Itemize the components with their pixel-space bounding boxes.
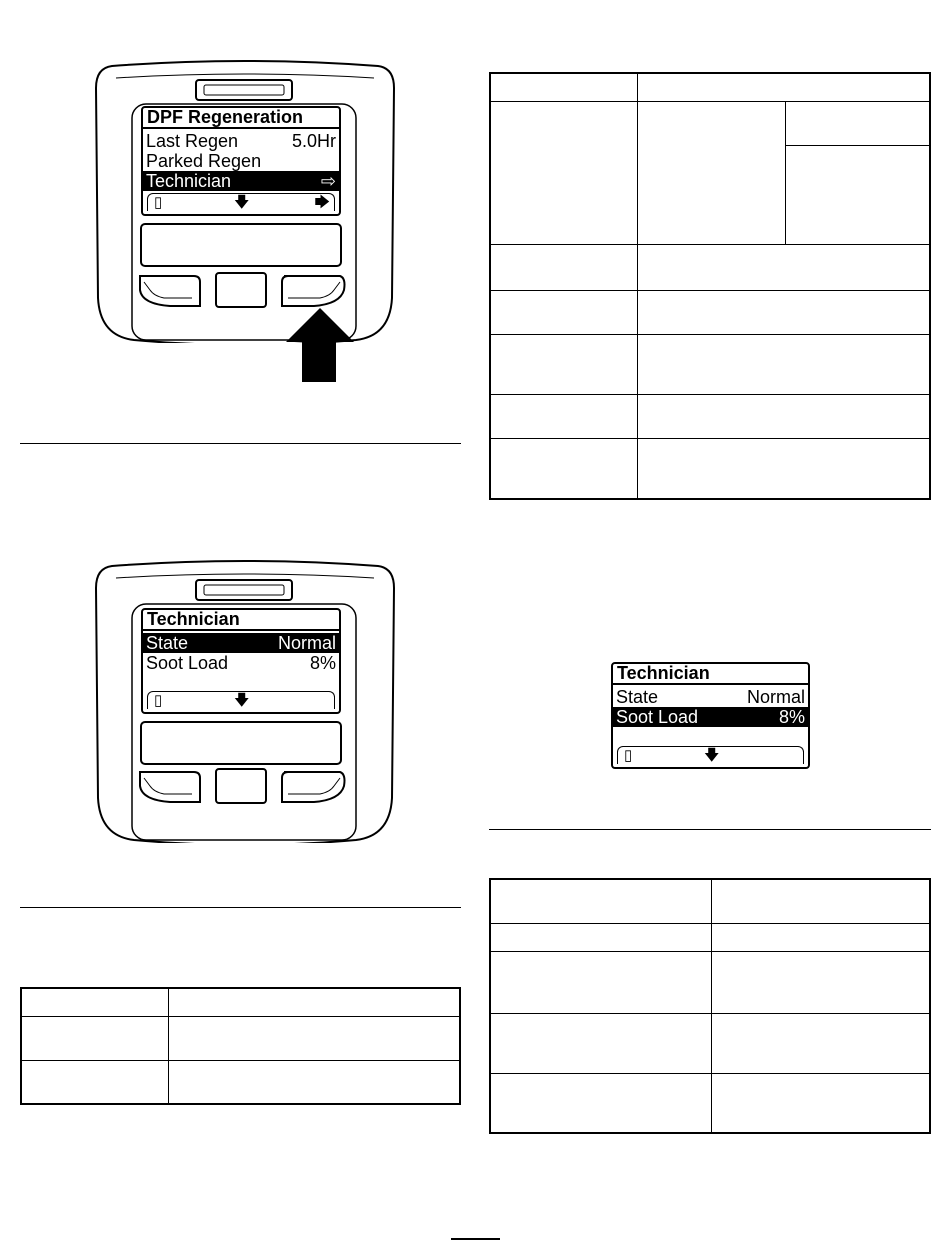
table-bottom-right (489, 878, 931, 1134)
table-cell (490, 923, 712, 951)
menu-item-soot-load: Soot Load 8% (146, 653, 336, 673)
table-cell (712, 879, 931, 923)
table-cell (490, 879, 712, 923)
screen-title: Technician (613, 664, 808, 685)
table-cell (638, 439, 931, 499)
table-cell (786, 145, 931, 244)
table-cell (490, 101, 638, 244)
right-arrow-icon: 🡆 (314, 194, 330, 211)
table-cell (490, 244, 638, 290)
table-cell (638, 335, 931, 395)
down-arrow-icon: 🡇 (234, 194, 250, 211)
table-cell (490, 439, 638, 499)
softkey-bar (147, 193, 335, 211)
menu-item-parked-regen: Parked Regen (146, 151, 262, 171)
table-cell (169, 988, 461, 1016)
table-cell (638, 290, 931, 334)
table-cell (490, 73, 638, 101)
info-center-device-2 (94, 558, 396, 843)
softkey-bar (617, 746, 804, 764)
table-cell (169, 1016, 461, 1060)
menu-item-state: State Normal (616, 687, 805, 707)
table-cell (638, 101, 786, 244)
lcd-screen (141, 106, 341, 216)
exit-icon: ▯ (154, 692, 163, 709)
table-cell (490, 951, 712, 1013)
divider (20, 443, 461, 444)
table-cell (712, 1013, 931, 1073)
table-cell (490, 1013, 712, 1073)
screen-title: DPF Regeneration (143, 108, 339, 129)
table-cell (712, 951, 931, 1013)
table-cell (490, 1073, 712, 1133)
divider (489, 829, 931, 830)
exit-icon: ▯ (624, 747, 633, 764)
table-cell (21, 1060, 169, 1104)
exit-icon: ▯ (154, 194, 163, 211)
divider (20, 907, 461, 908)
table-cell (490, 395, 638, 439)
screen-title: Technician (143, 610, 339, 631)
table-cell (712, 923, 931, 951)
table-cell (21, 1016, 169, 1060)
softkey-bar (147, 691, 335, 709)
down-arrow-icon: 🡇 (234, 692, 250, 709)
table-cell (490, 290, 638, 334)
table-cell (21, 988, 169, 1016)
table-cell (638, 244, 931, 290)
table-cell (638, 73, 931, 101)
down-arrow-icon: 🡇 (704, 747, 720, 764)
table-cell (638, 395, 931, 439)
menu-item-state: State Normal (143, 633, 339, 653)
info-center-device-1 (94, 58, 396, 343)
menu-item-soot-load: Soot Load 8% (613, 707, 808, 727)
table-cell (712, 1073, 931, 1133)
table-cell (169, 1060, 461, 1104)
menu-item-last-regen: Last Regen 5.0Hr (146, 131, 336, 151)
lcd-screen-technician (611, 662, 810, 769)
table-cell (786, 101, 931, 145)
table-top-right (489, 72, 931, 500)
press-arrow-icon (282, 306, 358, 384)
menu-item-technician: Technician ⇨ (143, 171, 339, 191)
table-cell (490, 335, 638, 395)
page-footer-line (451, 1238, 500, 1240)
lcd-screen (141, 608, 341, 714)
table-bottom-left (20, 987, 461, 1105)
